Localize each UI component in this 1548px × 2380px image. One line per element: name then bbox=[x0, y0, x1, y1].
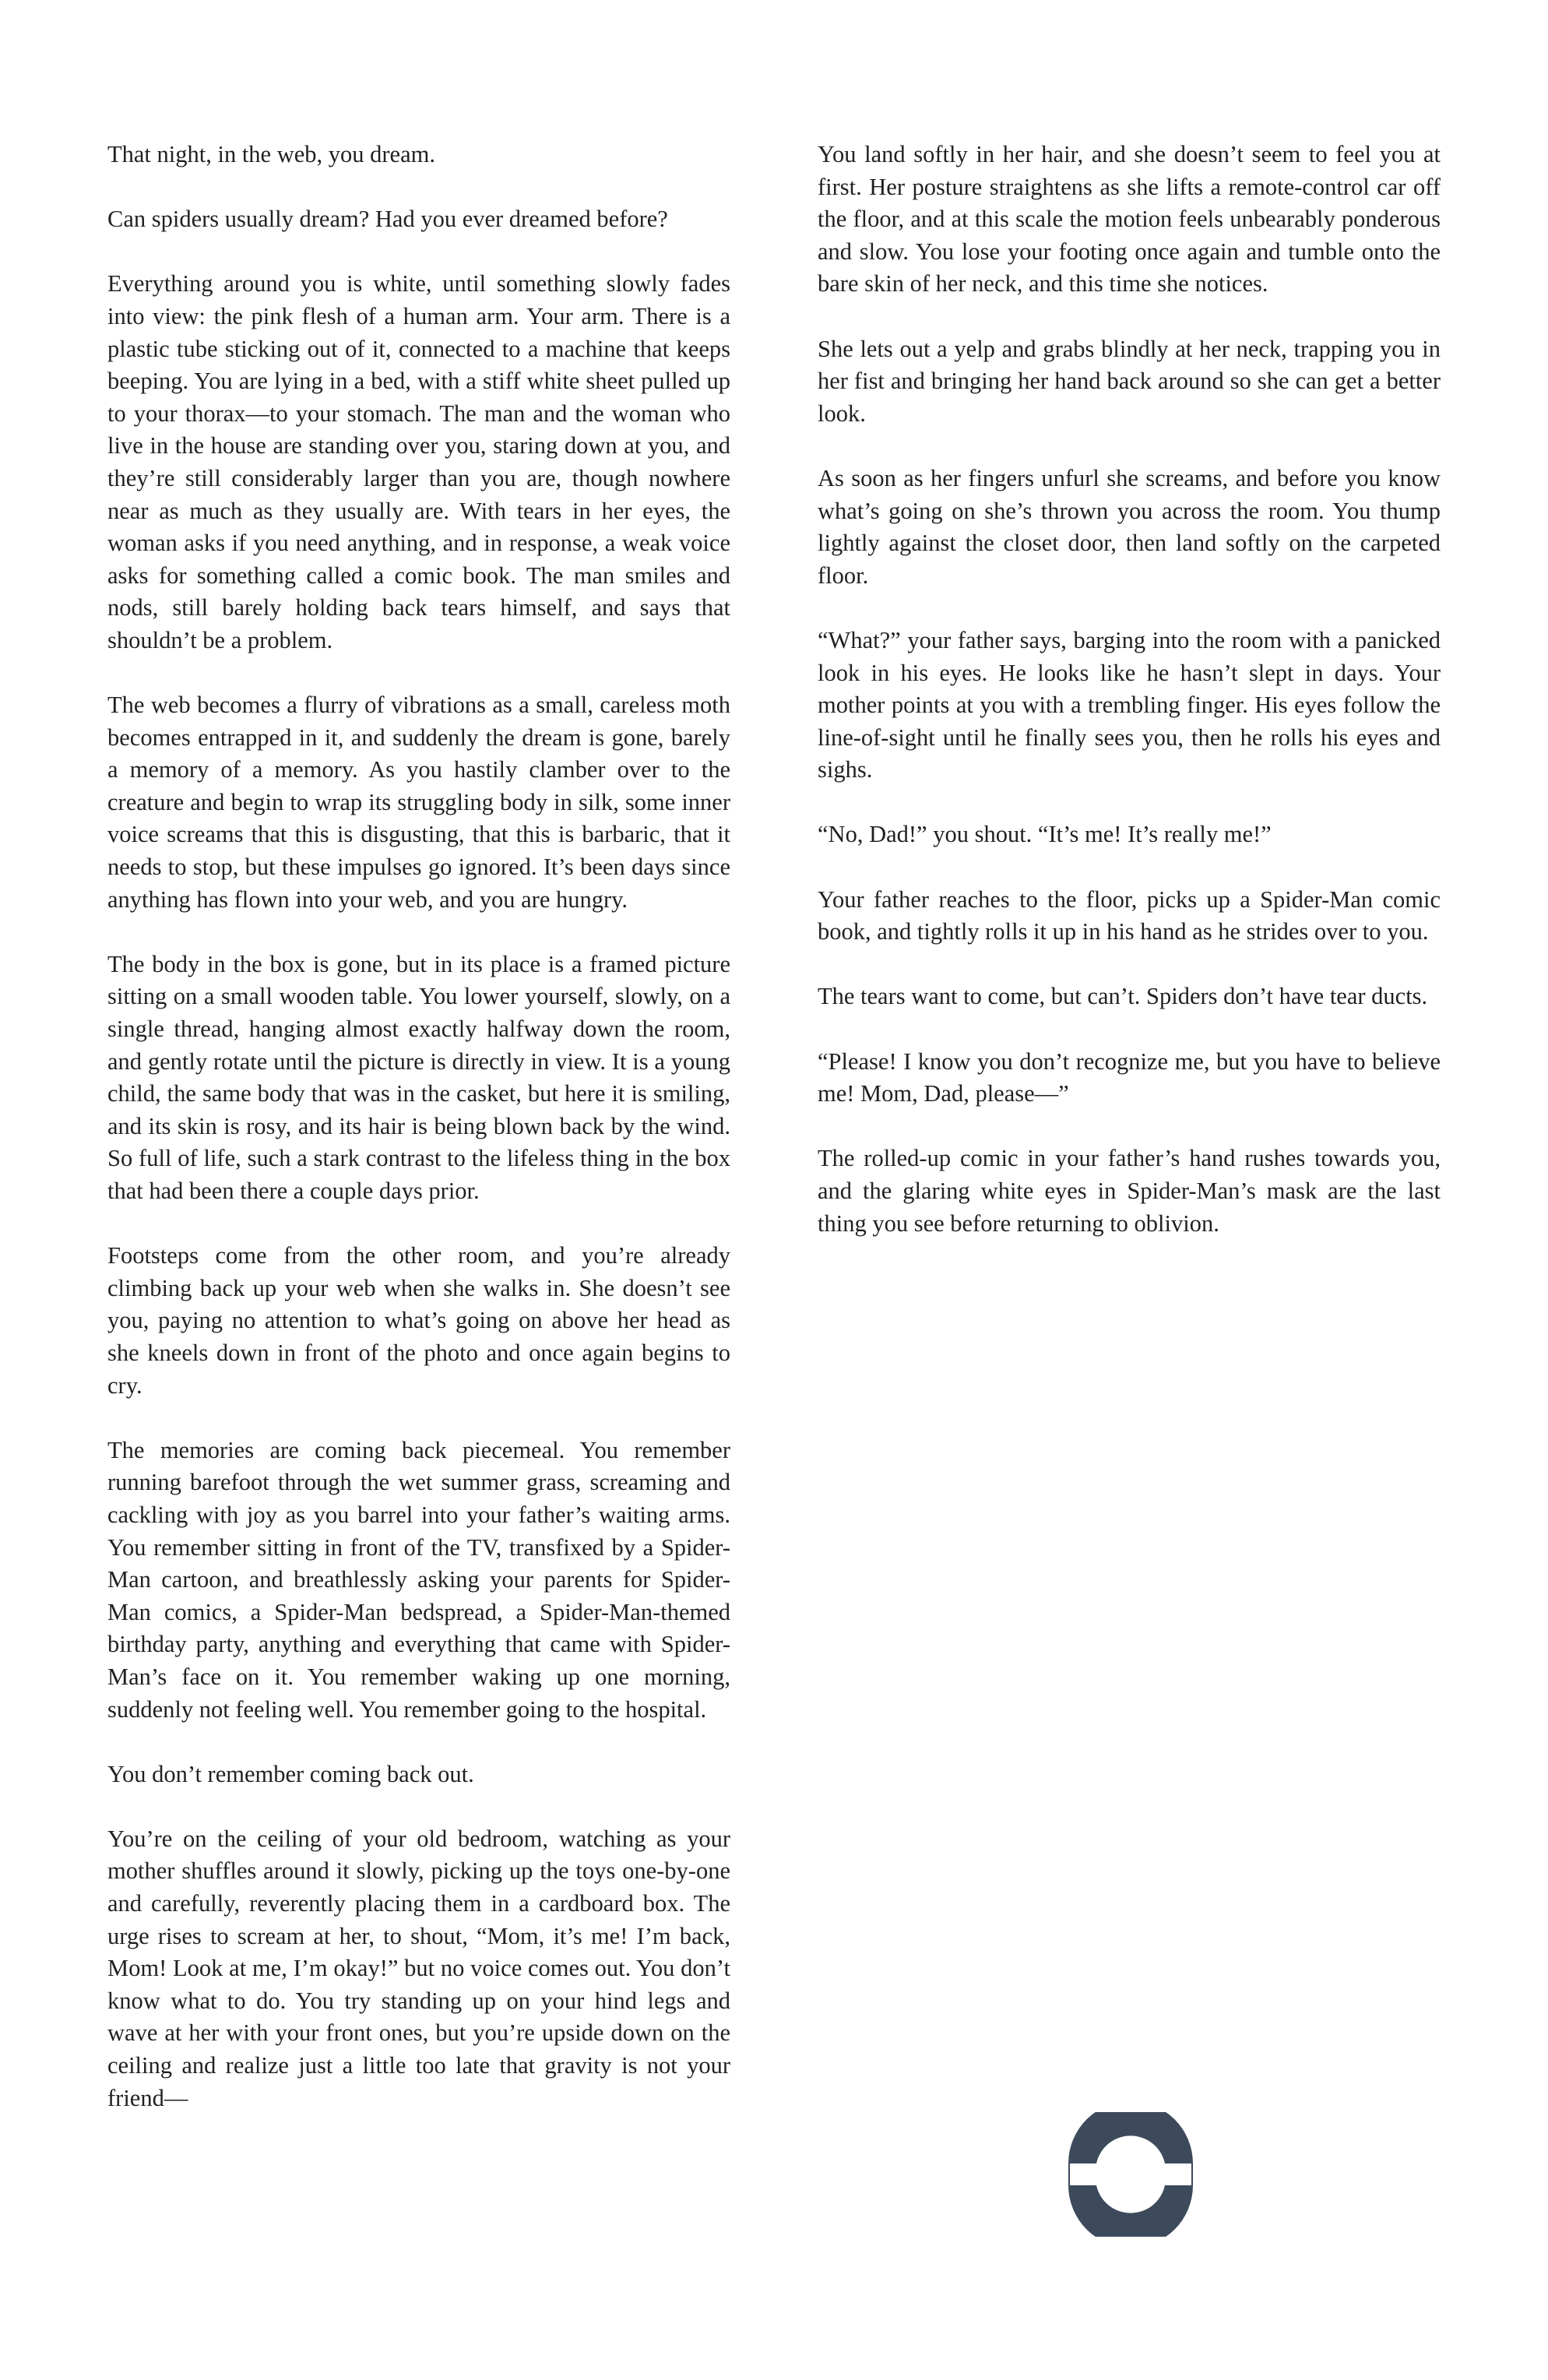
paragraph: Your father reaches to the floor, picks up a Spider-Man comic book, and tightly rolls it up in his hand as he strides over to you. bbox=[818, 885, 1441, 945]
paragraph: Everything around you is white, until something slowly fades into view: the pink flesh of a human arm. Your arm. There is a plastic tube sticking out of it, connected to a machine that keeps beeping. You are lying in a bed, with a stiff white sheet pulled up to your thorax—to your stomach. The man and the woman who live in the house are standing over you, staring down at you, and they’re still considerably larger than you are, though nowhere near as much as they usually are. With tears in her eyes, the woman asks if you need anything, and in response, a weak voice asks for something called a comic book. The man smiles and nods, still barely holding back tears himself, and says that shouldn’t be a problem. bbox=[107, 270, 730, 653]
end-mark-icon bbox=[1068, 2112, 1193, 2237]
end-mark-right-tab bbox=[1191, 2163, 1193, 2185]
left-column bbox=[107, 139, 730, 2147]
paragraph: You’re on the ceiling of your old bedroom, watching as your mother shuffles around it slowly, picking up the toys one-by-one and carefully, reverently placing them in a cardboard box. The urge rises to scream at her, to shout, “Mom, it’s me! I’m back, Mom! Look at me, I’m okay!” but no voice comes out. You don’t know what to do. You try standing up on your hind legs and wave at her with your front ones, but you’re upside down on the ceiling and realize just a little too late that gravity is not your friend— bbox=[107, 1825, 730, 2111]
paragraph: The web becomes a flurry of vibrations as a small, careless moth becomes entrapped in it, and suddenly the dream is gone, barely a memory of a memory. As you hastily clamber over to the creature and begin to wrap its struggling body in silk, some inner voice screams that this is disgusting, that this is barbaric, that it needs to stop, but these impulses go ignored. It’s been days since anything has flown into your web, and you are hungry. bbox=[107, 692, 730, 913]
right-column bbox=[818, 139, 1441, 1273]
paragraph: The tears want to come, but can’t. Spiders don’t have tear ducts. bbox=[818, 983, 1428, 1010]
paragraph: “Please! I know you don’t recognize me, but you have to believe me! Mom, Dad, please—” bbox=[818, 1047, 1441, 1107]
paragraph: That night, in the web, you dream. bbox=[107, 141, 435, 167]
end-mark-top-arc bbox=[1068, 2112, 1193, 2163]
end-mark-left-tab bbox=[1068, 2163, 1070, 2185]
end-mark-svg bbox=[1068, 2112, 1193, 2237]
paragraph: The memories are coming back piecemeal. You remember running barefoot through the wet summer grass, screaming and cackling with joy as you barrel into your father’s waiting arms. You remember sitting in front of the TV, transfixed by a Spider-Man cartoon, and breathlessly asking your parents for Spider-Man comics, a Spider-Man bedspread, a Spider-Man-themed birthday party, anything and everything that came with Spider-Man’s face on it. You remember waking up one morning, suddenly not feeling well. You remember going to the hospital. bbox=[107, 1436, 730, 1723]
paragraph: You land softly in her hair, and she doesn’t seem to feel you at first. Her posture straightens as she lifts a remote-control car off the floor, and at this scale the motion feels unbearably ponderous and slow. You lose your footing once again and tumble onto the bare skin of her neck, and this time she notices. bbox=[818, 141, 1441, 298]
paragraph: “What?” your father says, barging into the room with a panicked look in his eyes. He looks like he hasn’t slept in days. Your mother points at you with a trembling finger. His eyes follow the line-of-sight until he finally sees you, then he rolls his eyes and sighs. bbox=[818, 626, 1441, 783]
paragraph: The rolled-up comic in your father’s hand rushes towards you, and the glaring white eyes in Spider-Man’s mask are the last thing you see before returning to oblivion. bbox=[818, 1145, 1441, 1237]
paragraph: The body in the box is gone, but in its place is a framed picture sitting on a small wooden table. You lower yourself, slowly, on a single thread, hanging almost exactly halfway down the room, and gently rotate until the picture is directly in view. It is a young child, the same body that was in the casket, but here it is smiling, and its skin is rosy, and its hair is being blown back by the wind. So full of life, such a stark contrast to the lifeless thing in the box that had been there a couple days prior. bbox=[107, 950, 730, 1204]
end-mark-bottom-arc bbox=[1068, 2185, 1193, 2237]
paragraph: She lets out a yelp and grabs blindly at her neck, trapping you in her fist and bringing her hand back around so she can get a better look. bbox=[818, 335, 1441, 427]
paragraph: Can spiders usually dream? Had you ever dreamed before? bbox=[107, 206, 668, 233]
paragraph: You don’t remember coming back out. bbox=[107, 1760, 474, 1787]
paragraph: As soon as her fingers unfurl she screams, and before you know what’s going on she’s thrown you across the room. You thump lightly against the closet door, then land softly on the carpeted floor. bbox=[818, 464, 1441, 589]
paragraph: “No, Dad!” you shout. “It’s me! It’s really me!” bbox=[818, 821, 1272, 848]
paragraph: Footsteps come from the other room, and you’re already climbing back up your web when she walks in. She doesn’t see you, paying no attention to what’s going on above her head as she kneels down in front of the photo and once again begins to cry. bbox=[107, 1242, 730, 1399]
